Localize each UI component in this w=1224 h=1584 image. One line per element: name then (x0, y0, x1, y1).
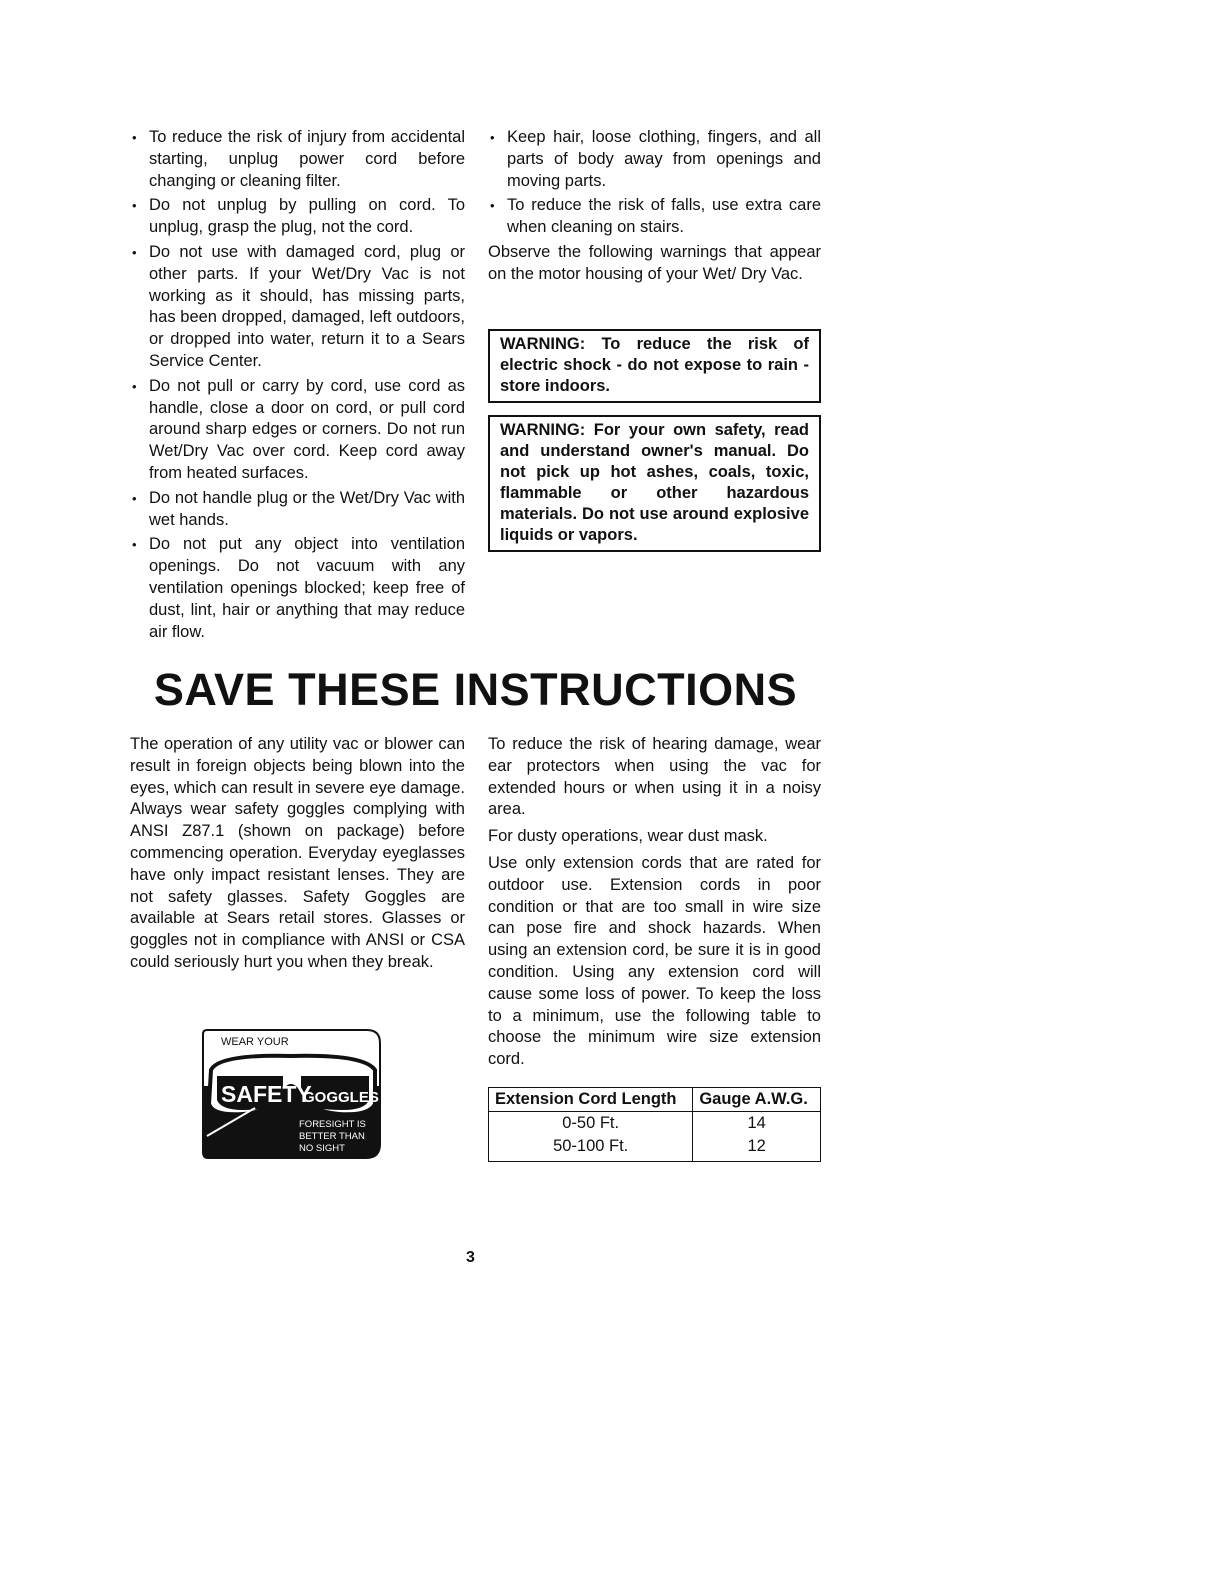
table-cell: 14 (693, 1112, 821, 1136)
right-column-bottom (488, 734, 821, 1076)
badge-word-goggles: GOGGLES (303, 1089, 379, 1106)
extension-cord-paragraph: Use only extension cords that are rated for outdoor use. Extension cords in poor condition or that are too small in wire size can pose fire and shock hazards. When using an extension cord, be sure it is in good condition. Using any extension cord will cause some loss of power. To keep the loss to a minimum, use the following table to choose the minimum wire size extension cord. (488, 853, 821, 1069)
right-column-top (488, 127, 821, 291)
list-item: • Do not handle plug or the Wet/Dry Vac with wet hands. (130, 488, 465, 532)
page-number: 3 (466, 1249, 475, 1266)
list-item: • Keep hair, loose clothing, fingers, and all parts of body away from openings and moving parts. (488, 127, 821, 192)
observe-warnings-text: Observe the following warnings that appear on the motor housing of your Wet/ Dry Vac. (488, 242, 821, 283)
list-item: • Do not use with damaged cord, plug or other parts. If your Wet/Dry Vac is not working as it should, has missing parts, has been dropped, damaged, left outdoors, or dropped into water, return it to a Sears Service Center. (130, 242, 465, 373)
warning-box-electric-shock: WARNING: To reduce the risk of electric shock - do not expose to rain - store indoors. (488, 329, 821, 403)
badge-line-2: BETTER THAN (299, 1131, 365, 1142)
table-cell: 12 (693, 1135, 821, 1162)
hearing-protection-paragraph: To reduce the risk of hearing damage, wear ear protectors when using the vac for extended hours or when using it in a noisy area. (488, 735, 821, 819)
safety-bullet-list (130, 127, 465, 643)
table-cell: 50-100 Ft. (489, 1135, 693, 1162)
badge-line-1: FORESIGHT IS (299, 1119, 366, 1130)
list-item: • To reduce the risk of injury from accidental starting, unplug power cord before changing or cleaning filter. (130, 127, 465, 192)
extension-cord-table (488, 1087, 821, 1162)
table-header-row (489, 1088, 821, 1112)
column-header: Gauge A.W.G. (693, 1088, 821, 1112)
badge-top-text: WEAR YOUR (221, 1036, 289, 1048)
safety-bullet-list (488, 127, 821, 239)
list-item: • Do not put any object into ventilation openings. Do not vacuum with any ventilation openings blocked; keep free of dust, lint, hair or anything that may reduce air flow. (130, 534, 465, 643)
badge-line-3: NO SIGHT (299, 1143, 345, 1154)
list-item: • Do not pull or carry by cord, use cord as handle, close a door on cord, or pull cord around sharp edges or corners. Do not run Wet/Dry Vac over cord. Keep cord away from heated surfaces. (130, 376, 465, 485)
table-row (489, 1112, 821, 1136)
eye-protection-paragraph: The operation of any utility vac or blower can result in foreign objects being blown into the eyes, which can result in severe eye damage. Always wear safety goggles complying with ANSI Z87.1 (shown on package) before commencing operation. Everyday eyeglasses have only impact resistant lenses. They are not safety glasses. Safety Goggles are available at Sears retail stores. Glasses or goggles not in compliance with ANSI or CSA could seriously hurt you when they break. (130, 735, 465, 971)
safety-goggles-badge (199, 1026, 384, 1160)
list-item: • To reduce the risk of falls, use extra care when cleaning on stairs. (488, 195, 821, 239)
left-column-bottom (130, 734, 465, 979)
page-headline: SAVE THESE INSTRUCTIONS (153, 664, 798, 715)
table-cell: 0-50 Ft. (489, 1112, 693, 1136)
column-header: Extension Cord Length (489, 1088, 693, 1112)
warning-box-owners-manual: WARNING: For your own safety, read and understand owner's manual. Do not pick up hot ashes, coals, toxic, flammable or other hazardous materials. Do not use around explosive liquids or vapors. (488, 415, 821, 552)
table-row (489, 1135, 821, 1162)
dust-mask-paragraph: For dusty operations, wear dust mask. (488, 827, 768, 846)
left-column-top (130, 127, 465, 646)
list-item: • Do not unplug by pulling on cord. To unplug, grasp the plug, not the cord. (130, 195, 465, 239)
badge-word-safety: SAFETY (221, 1081, 312, 1107)
